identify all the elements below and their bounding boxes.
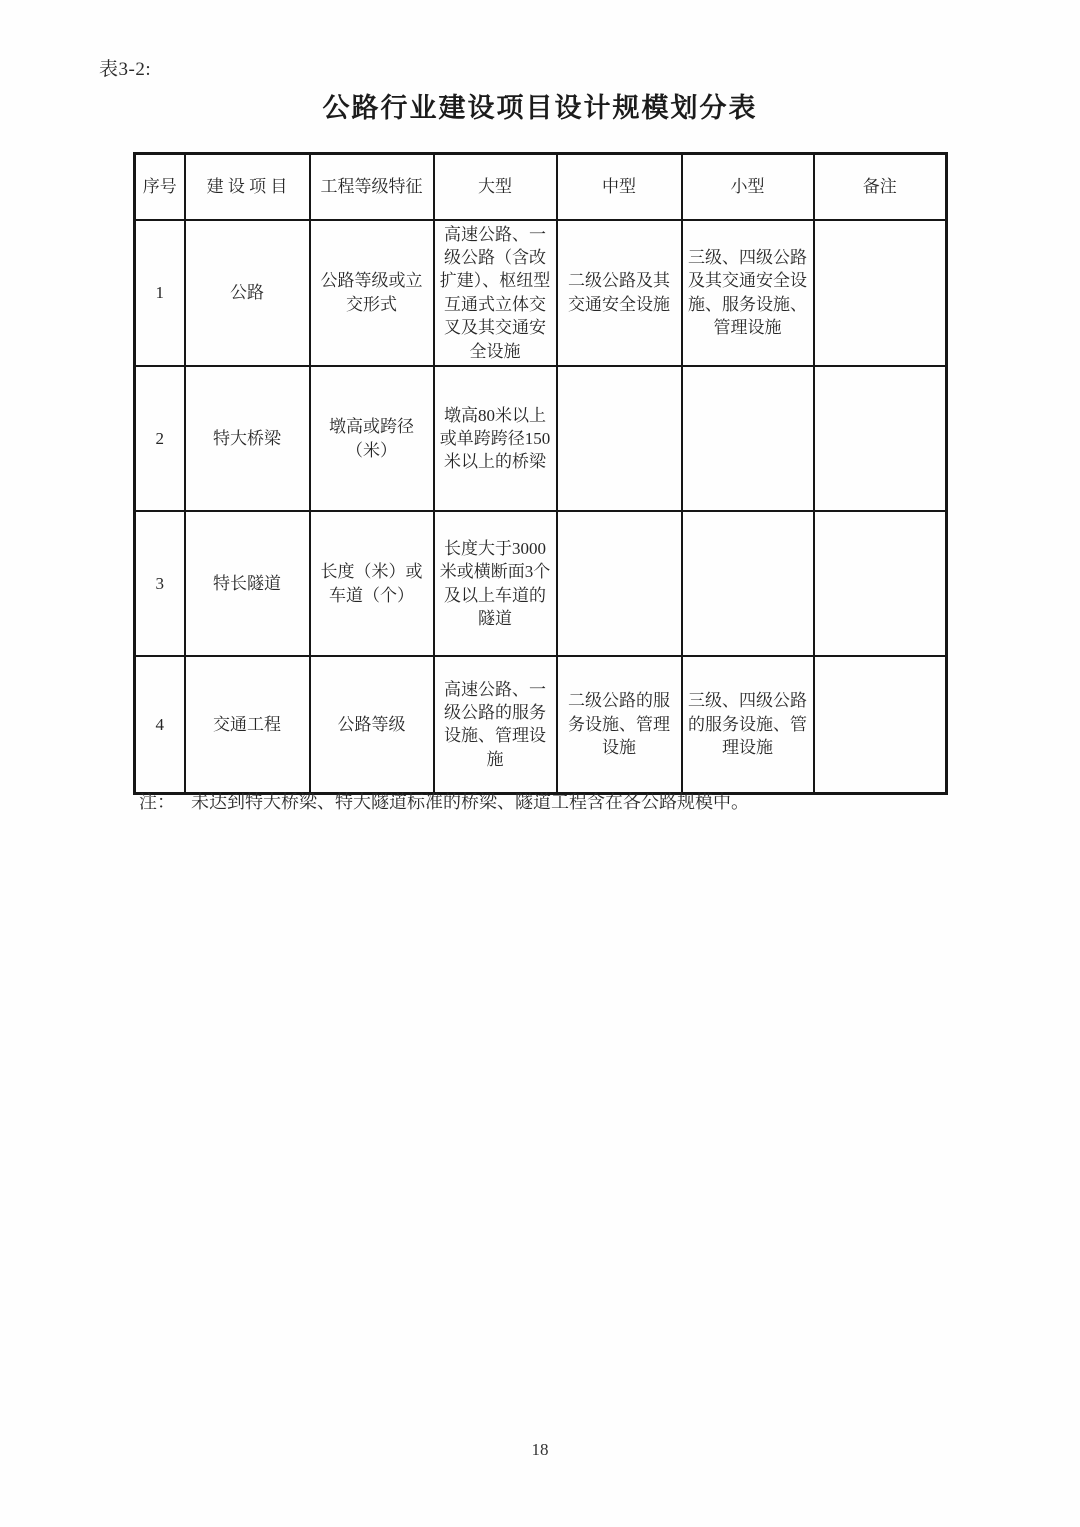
cell-large: 墩高80米以上或单跨跨径150米以上的桥梁: [434, 366, 557, 511]
cell-remark: [814, 511, 947, 656]
design-scale-table: [133, 152, 948, 795]
column-header-small: 小型: [682, 154, 814, 220]
cell-small: [682, 511, 814, 656]
table-header-row: [135, 154, 947, 220]
cell-large: 高速公路、一级公路（含改扩建）、枢纽型互通式立体交叉及其交通安全设施: [434, 220, 557, 367]
cell-grade-feature: 公路等级或立交形式: [310, 220, 434, 367]
cell-grade-feature: 墩高或跨径（米）: [310, 366, 434, 511]
cell-no: 2: [135, 366, 185, 511]
cell-medium: [557, 366, 682, 511]
cell-medium: 二级公路及其交通安全设施: [557, 220, 682, 367]
column-header-remark: 备注: [814, 154, 947, 220]
column-header-medium: 中型: [557, 154, 682, 220]
cell-medium: [557, 511, 682, 656]
cell-remark: [814, 220, 947, 367]
page-number: 18: [531, 1440, 549, 1459]
cell-project: 特长隧道: [185, 511, 310, 656]
cell-grade-feature: 长度（米）或车道（个）: [310, 511, 434, 656]
cell-project: 公路: [185, 220, 310, 367]
page-title: 公路行业建设项目设计规模划分表: [322, 93, 758, 123]
table-row: [135, 656, 947, 793]
column-header-no: 序号: [135, 154, 185, 220]
cell-project: 交通工程: [185, 656, 310, 793]
cell-medium: 二级公路的服务设施、管理设施: [557, 656, 682, 793]
table-row: [135, 220, 947, 367]
cell-small: [682, 366, 814, 511]
cell-project: 特大桥梁: [185, 366, 310, 511]
cell-small: 三级、四级公路的服务设施、管理设施: [682, 656, 814, 793]
table-row: [135, 366, 947, 511]
cell-no: 4: [135, 656, 185, 793]
cell-remark: [814, 366, 947, 511]
cell-small: 三级、四级公路及其交通安全设施、服务设施、管理设施: [682, 220, 814, 367]
cell-large: 长度大于3000米或横断面3个及以上车道的隧道: [434, 511, 557, 656]
column-header-large: 大型: [434, 154, 557, 220]
cell-grade-feature: 公路等级: [310, 656, 434, 793]
table-footnote: [139, 788, 959, 814]
footnote-text: 未达到特大桥梁、特大隧道标准的桥梁、隧道工程含在各公路规模中。: [191, 792, 749, 812]
column-header-project: 建 设 项 目: [185, 154, 310, 220]
column-header-grade-feature: 工程等级特征: [310, 154, 434, 220]
cell-no: 1: [135, 220, 185, 367]
cell-remark: [814, 656, 947, 793]
table-row: [135, 511, 947, 656]
footnote-label: 注：: [139, 792, 175, 812]
cell-large: 高速公路、一级公路的服务设施、管理设施: [434, 656, 557, 793]
table-number-label: 表3-2:: [99, 59, 152, 80]
cell-no: 3: [135, 511, 185, 656]
